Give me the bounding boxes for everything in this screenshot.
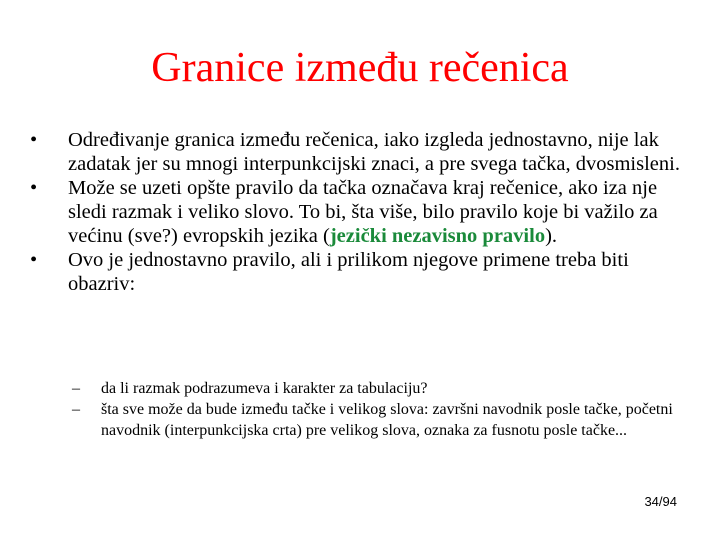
subbullet-text: da li razmak podrazumeva i karakter za tabulaciju?: [101, 380, 428, 397]
bullet-text-before: Može se uzeti opšte pravilo da tačka označava kraj rečenice, ako iza nje sledi razmak i veliko slovo. To bi, šta više, bilo pravilo koje bi važilo za većinu (sve?) evropskih jezika (: [68, 177, 658, 247]
bullet-item-1: [30, 128, 690, 176]
subbullet-item-2: [72, 399, 682, 441]
bullet-text-after: ).: [545, 225, 558, 247]
bullet-icon: •: [30, 129, 38, 151]
bullet-list: [30, 128, 690, 296]
page-number: 34/94: [644, 494, 677, 509]
bullet-item-3: [30, 248, 690, 296]
bullet-icon: •: [30, 249, 38, 271]
subbullet-list: [72, 378, 682, 441]
bullet-text: Određivanje granica između rečenica, iako izgleda jednostavno, nije lak zadatak jer su mnogi interpunkcijski znaci, a pre svega tačka, dvosmisleni.: [68, 129, 680, 175]
subbullet-item-1: [72, 378, 682, 399]
slide-title: Granice između rečenica: [151, 45, 569, 91]
subbullet-text: šta sve može da bude između tačke i velikog slova: završni navodnik posle tačke, početni navodnik (interpunkcijska crta) pre velikog slova, oznaka za fusnotu posle tačke...: [101, 401, 673, 439]
dash-icon: –: [72, 380, 80, 397]
bullet-item-2: [30, 176, 690, 248]
dash-icon: –: [72, 401, 80, 418]
highlighted-term: jezički nezavisno pravilo: [329, 225, 546, 247]
bullet-text: Ovo je jednostavno pravilo, ali i prilikom njegove primene treba biti obazriv:: [68, 249, 629, 295]
bullet-icon: •: [30, 177, 38, 199]
